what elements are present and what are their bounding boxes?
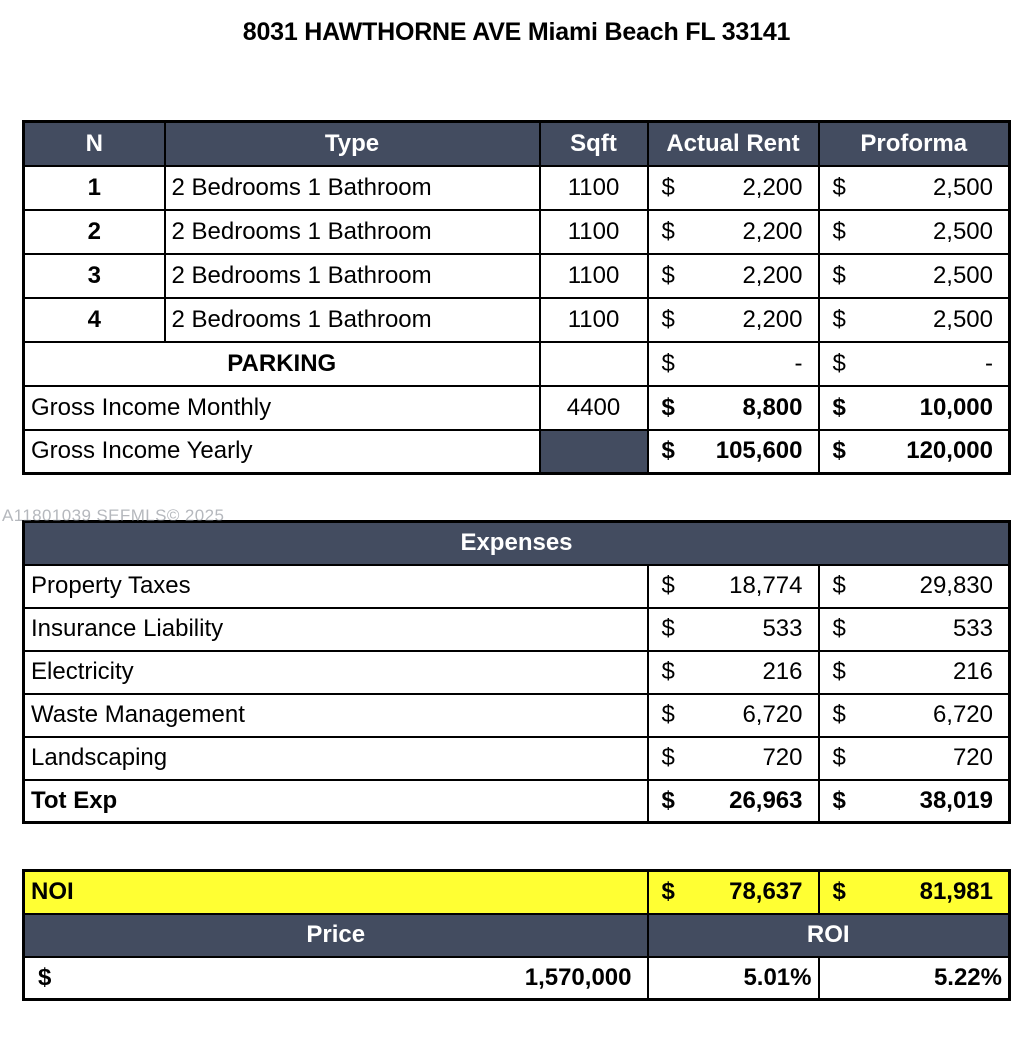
currency-symbol: $	[661, 658, 675, 685]
currency-symbol: $	[661, 437, 675, 465]
unit-number: 3	[24, 254, 165, 298]
price-roi-header-row	[24, 914, 1010, 957]
table-row	[24, 166, 1010, 210]
expense-label: Landscaping	[24, 737, 648, 780]
currency-symbol: $	[661, 349, 675, 377]
noi-actual: $ 78,637	[648, 871, 819, 914]
gross-income-yearly-label: Gross Income Yearly	[24, 430, 540, 474]
currency-symbol: $	[832, 878, 846, 906]
currency-symbol: $	[38, 963, 52, 991]
currency-symbol: $	[832, 786, 846, 814]
page-title: 8031 HAWTHORNE AVE Miami Beach FL 33141	[242, 18, 791, 46]
mls-watermark: A11801039 SEFMLS© 2025	[2, 506, 225, 525]
currency-symbol: $	[661, 786, 675, 814]
table-row	[24, 298, 1010, 342]
col-header-type: Type	[165, 122, 540, 166]
gross-income-yearly-actual: $ 105,600	[648, 430, 819, 474]
expense-proforma: $ 533	[819, 608, 1010, 651]
currency-symbol: $	[661, 878, 675, 906]
parking-label: PARKING	[24, 342, 540, 386]
currency-symbol: $	[832, 261, 846, 289]
currency-symbol: $	[661, 173, 675, 201]
parking-proforma-rent: $ -	[819, 342, 1010, 386]
roi-header: ROI	[648, 914, 1010, 957]
currency-symbol: $	[832, 305, 846, 333]
unit-sqft: 1100	[540, 166, 648, 210]
currency-symbol: $	[832, 744, 846, 771]
table-row	[24, 694, 1010, 737]
gross-income-monthly-actual: $ 8,800	[648, 386, 819, 430]
currency-symbol: $	[832, 217, 846, 245]
currency-symbol: $	[661, 305, 675, 333]
unit-sqft: 1100	[540, 254, 648, 298]
gross-income-monthly-label: Gross Income Monthly	[24, 386, 540, 430]
gross-income-yearly-sqft-blank	[540, 430, 648, 474]
unit-number: 1	[24, 166, 165, 210]
expenses-header-row	[24, 522, 1010, 565]
total-expenses-row	[24, 780, 1010, 823]
parking-row	[24, 342, 1010, 386]
expense-actual: $ 18,774	[648, 565, 819, 608]
expense-actual: $ 533	[648, 608, 819, 651]
unit-type: 2 Bedrooms 1 Bathroom	[165, 298, 540, 342]
unit-proforma-rent: $ 2,500	[819, 254, 1010, 298]
roi-proforma: 5.22%	[819, 957, 1010, 1000]
noi-proforma: $ 81,981	[819, 871, 1010, 914]
table-row	[24, 651, 1010, 694]
unit-proforma-rent: $ 2,500	[819, 298, 1010, 342]
col-header-proforma: Proforma	[819, 122, 1010, 166]
expense-actual: $ 6,720	[648, 694, 819, 737]
expenses-table	[22, 520, 1011, 824]
roi-actual: 5.01%	[648, 957, 819, 1000]
unit-number: 4	[24, 298, 165, 342]
col-header-n: N	[24, 122, 165, 166]
unit-actual-rent: $ 2,200	[648, 298, 819, 342]
currency-symbol: $	[832, 615, 846, 642]
currency-symbol: $	[661, 217, 675, 245]
table-row	[24, 608, 1010, 651]
parking-sqft	[540, 342, 648, 386]
col-header-sqft: Sqft	[540, 122, 648, 166]
summary-table	[22, 869, 1011, 1001]
currency-symbol: $	[832, 572, 846, 599]
unit-number: 2	[24, 210, 165, 254]
currency-symbol: $	[832, 393, 846, 421]
expense-proforma: $ 6,720	[819, 694, 1010, 737]
expense-label: Waste Management	[24, 694, 648, 737]
currency-symbol: $	[661, 393, 675, 421]
currency-symbol: $	[661, 572, 675, 599]
price-header: Price	[24, 914, 648, 957]
total-expenses-actual: $ 26,963	[648, 780, 819, 823]
currency-symbol: $	[832, 701, 846, 728]
unit-type: 2 Bedrooms 1 Bathroom	[165, 166, 540, 210]
unit-actual-rent: $ 2,200	[648, 254, 819, 298]
table-row	[24, 565, 1010, 608]
currency-symbol: $	[832, 437, 846, 465]
unit-actual-rent: $ 2,200	[648, 210, 819, 254]
units-table-header-row	[24, 122, 1010, 166]
expense-actual: $ 216	[648, 651, 819, 694]
gross-income-monthly-proforma: $ 10,000	[819, 386, 1010, 430]
expense-label: Property Taxes	[24, 565, 648, 608]
unit-actual-rent: $ 2,200	[648, 166, 819, 210]
units-income-table	[22, 120, 1011, 475]
price-roi-value-row	[24, 957, 1010, 1000]
currency-symbol: $	[832, 658, 846, 685]
table-row	[24, 737, 1010, 780]
gross-income-yearly-proforma: $ 120,000	[819, 430, 1010, 474]
price-value: $ 1,570,000	[24, 957, 648, 1000]
expense-proforma: $ 216	[819, 651, 1010, 694]
unit-type: 2 Bedrooms 1 Bathroom	[165, 254, 540, 298]
table-row	[24, 254, 1010, 298]
currency-symbol: $	[832, 349, 846, 377]
expense-proforma: $ 29,830	[819, 565, 1010, 608]
noi-row	[24, 871, 1010, 914]
unit-type: 2 Bedrooms 1 Bathroom	[165, 210, 540, 254]
total-expenses-label: Tot Exp	[24, 780, 648, 823]
table-row	[24, 210, 1010, 254]
gross-income-monthly-sqft: 4400	[540, 386, 648, 430]
gross-income-yearly-row	[24, 430, 1010, 474]
currency-symbol: $	[661, 744, 675, 771]
parking-actual-rent: $ -	[648, 342, 819, 386]
unit-proforma-rent: $ 2,500	[819, 210, 1010, 254]
unit-sqft: 1100	[540, 298, 648, 342]
expense-actual: $ 720	[648, 737, 819, 780]
expense-label: Insurance Liability	[24, 608, 648, 651]
unit-sqft: 1100	[540, 210, 648, 254]
expense-proforma: $ 720	[819, 737, 1010, 780]
expenses-header: Expenses	[24, 522, 1010, 565]
currency-symbol: $	[832, 173, 846, 201]
noi-label: NOI	[24, 871, 648, 914]
currency-symbol: $	[661, 701, 675, 728]
col-header-actual-rent: Actual Rent	[648, 122, 819, 166]
expense-label: Electricity	[24, 651, 648, 694]
total-expenses-proforma: $ 38,019	[819, 780, 1010, 823]
unit-proforma-rent: $ 2,500	[819, 166, 1010, 210]
currency-symbol: $	[661, 261, 675, 289]
currency-symbol: $	[661, 615, 675, 642]
gross-income-monthly-row	[24, 386, 1010, 430]
